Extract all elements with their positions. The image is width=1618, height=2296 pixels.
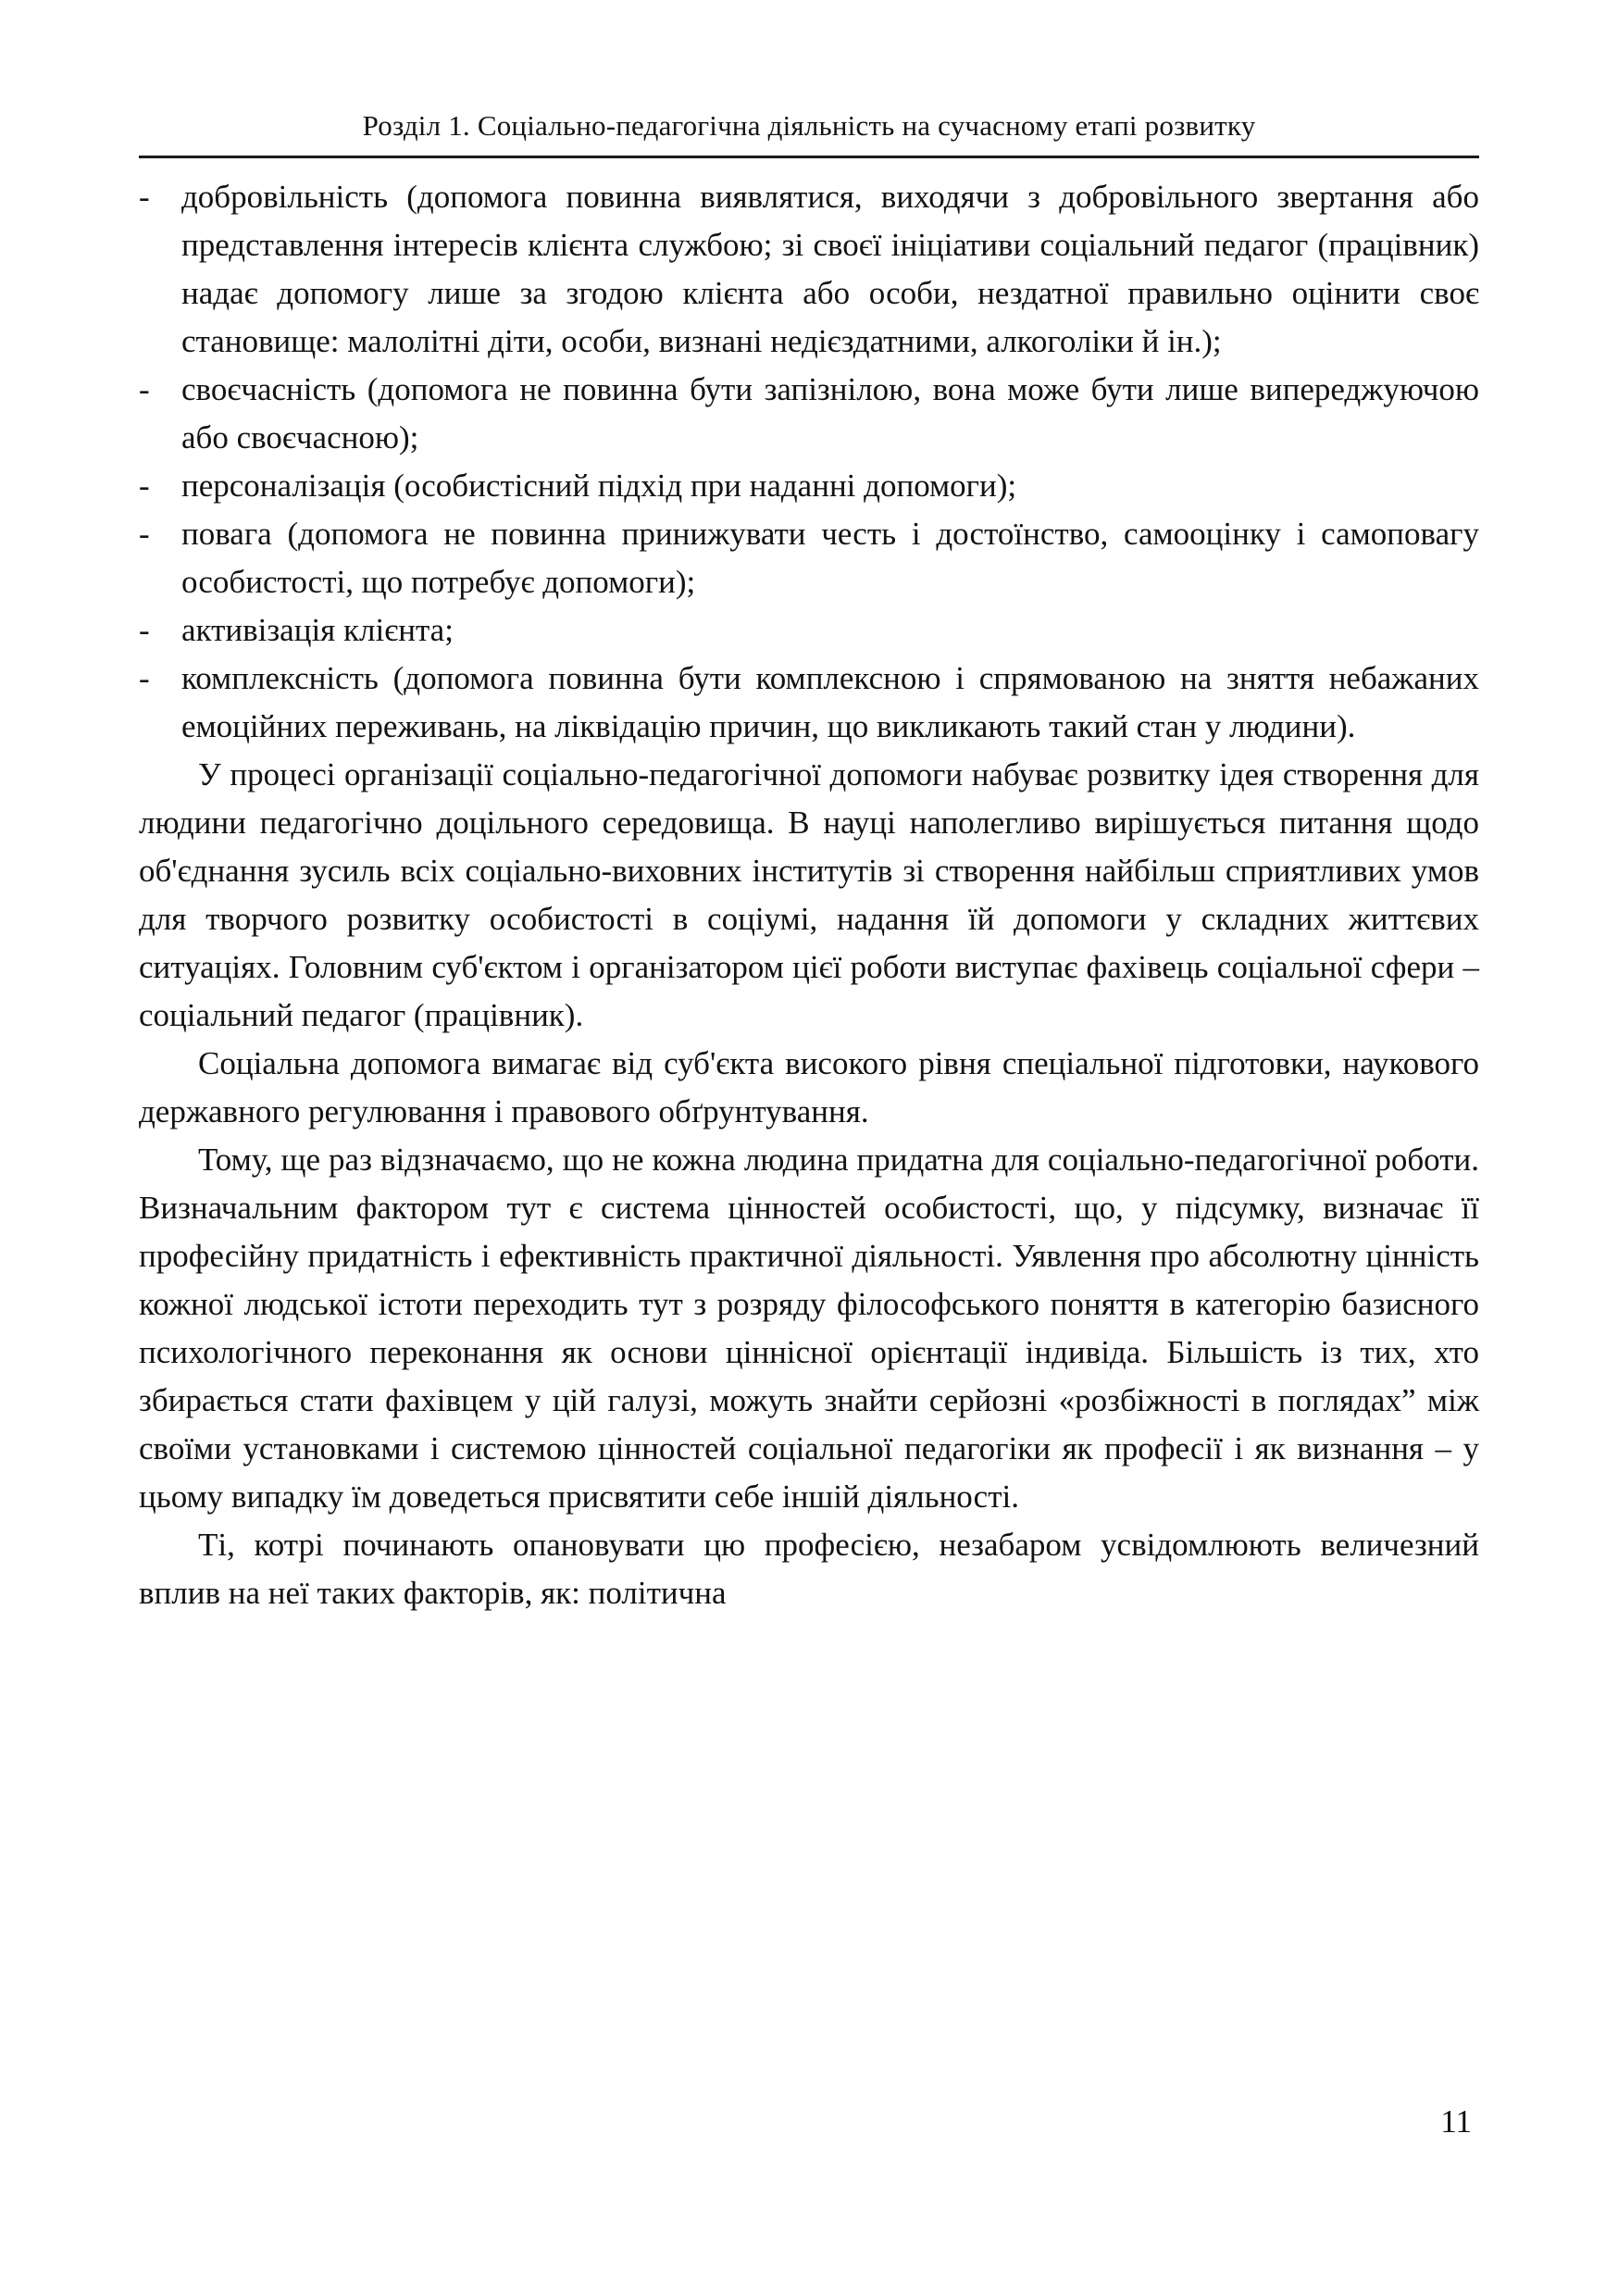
paragraph: Тому, ще раз відзначаємо, що не кожна людина придатна для соціально-педагогічної роботи. Визначальним фактором тут є система цінностей особистості, що, у підсумку, визначає її професійну придатність і ефективність практичної діяльності. Уявлення про абсолютну цінність кожної людської істоти переходить тут з розряду філософського поняття в категорію базисного психологічного переконання як основи ціннісної орієнтації індивіда. Більшість із тих, хто збирається стати фахівцем у цій галузі, можуть знайти серйозні «розбіжності в поглядах” між своїми установками і системою цінностей соціальної педагогіки як професії і як визнання – у цьому випадку їм доведеться присвятити себе іншій діяльності. [139, 1142, 1479, 1515]
list-item-text: комплексність (допомога повинна бути комплексною і спрямованою на зняття небажаних емоційних переживань, на ліквідацію причин, що викликають такий стан у людини). [181, 660, 1479, 744]
principles-list [139, 173, 1479, 751]
list-dash-marker: - [139, 612, 150, 648]
page-body-text [139, 173, 1479, 1617]
list-item [139, 173, 1479, 366]
paragraph: У процесі організації соціально-педагогічної допомоги набуває розвитку ідея створення для людини педагогічно доцільного середовища. В науці наполегливо вирішується питання щодо об'єднання зусиль всіх соціально-виховних інститутів зі створення найбільш сприятливих умов для творчого розвитку особистості в соціумі, надання їй допомоги у складних життєвих ситуаціях. Головним суб'єктом і організатором цієї роботи виступає фахівець соціальної сфери – соціальний педагог (працівник). [139, 756, 1479, 1033]
list-dash-marker: - [139, 179, 150, 215]
list-item [139, 606, 1479, 655]
list-dash-marker: - [139, 371, 150, 407]
list-item [139, 655, 1479, 751]
chapter-running-head: Розділ 1. Соціально-педагогічна діяльність на сучасному етапі розвитку [139, 109, 1479, 158]
list-dash-marker: - [139, 516, 150, 552]
list-item [139, 462, 1479, 510]
paragraph: Соціальна допомога вимагає від суб'єкта високого рівня спеціальної підготовки, наукового державного регулювання і правового обґрунтування. [139, 1045, 1479, 1129]
list-item-text: своєчасність (допомога не повинна бути запізнілою, вона може бути лише випереджуючою або своєчасною); [181, 371, 1479, 455]
list-item-text: добровільність (допомога повинна виявлятися, виходячи з добровільного звертання або представлення інтересів клієнта службою; зі своєї ініціативи соціальний педагог (працівник) надає допомогу лише за згодою клієнта або особи, нездатної правильно оцінити своє становище: малолітні діти, особи, визнані недієздатними, алкоголіки й ін.); [181, 179, 1479, 359]
list-dash-marker: - [139, 468, 150, 504]
list-item [139, 366, 1479, 462]
paragraph: Ті, котрі починають опановувати цю професією, незабаром усвідомлюють величезний вплив на неї таких факторів, як: політична [139, 1527, 1479, 1611]
list-item-text: активізація клієнта; [181, 612, 454, 648]
page-number: 11 [1440, 2103, 1472, 2140]
list-item-text: персоналізація (особистісний підхід при наданні допомоги); [181, 468, 1017, 504]
list-item [139, 510, 1479, 606]
list-item-text: повага (допомога не повинна принижувати честь і достоїнство, самооцінку і самоповагу особистості, що потребує допомоги); [181, 516, 1479, 600]
list-dash-marker: - [139, 660, 150, 696]
